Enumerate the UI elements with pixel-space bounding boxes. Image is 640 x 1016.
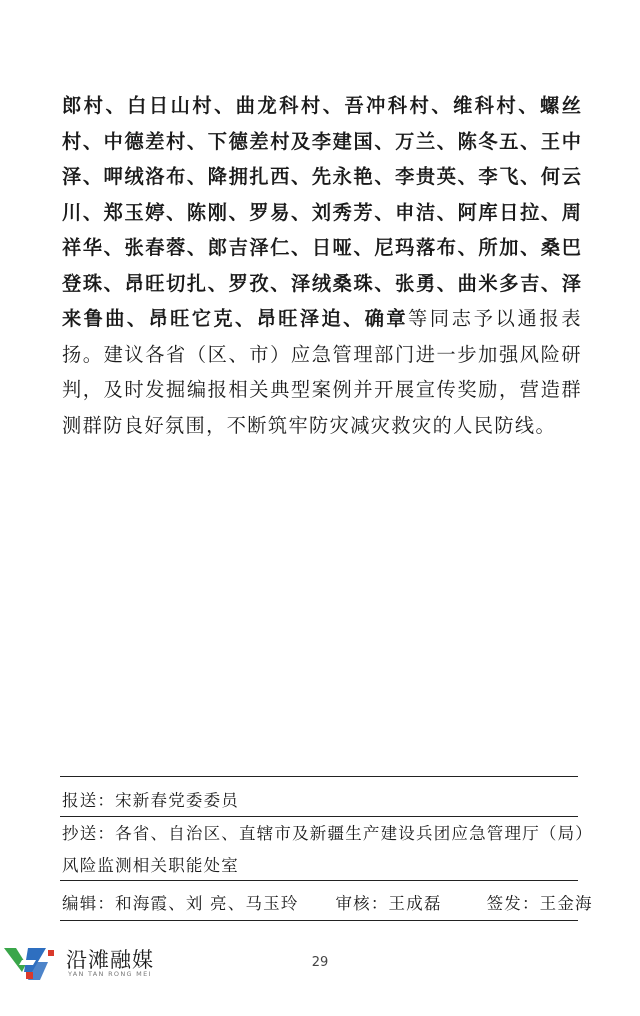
commended-names-text: 郎村、白日山村、曲龙科村、吾冲科村、维科村、螺丝村、中德差村、下德差村及李建国、万兰、陈冬五、王中泽、呷绒洛布、降拥扎西、先永艳、李贵英、李飞、何云川、郑玉婷、陈刚、罗易、刘秀芳、申洁、阿库日拉、周祥华、张春蓉、郎吉泽仁、日哑、尼玛落布、所加、桑巴登珠、昂旺切扎、罗孜、泽绒桑珠、张勇、曲米多吉、泽来鲁曲、昂旺它克、昂旺泽迫、确章 [62,94,582,330]
reviewer-label: 审核：王成磊 [335,894,442,913]
editors-label: 编辑：和海霞、刘 亮、马玉玲 [62,894,299,913]
editors-line [62,890,593,914]
footer-divider-rule-2 [60,880,578,881]
recommendation-text: 等同志予以通报表扬。建议各省（区、市）应急管理部门进一步加强风险研判，及时发掘编报相关典型案例并开展宣传奖励，营造群测群防良好氛围，不断筑牢防灾减灾救灾的人民防线。 [62,307,582,437]
copy-to-line: 抄送：各省、自治区、直辖市及新疆生产建设兵团应急管理厅（局） [62,824,593,843]
watermark-name: 沿滩融媒 [66,948,154,972]
watermark-pinyin: YAN TAN RONG MEI [68,970,152,978]
body-paragraph [62,88,582,443]
copy-to-line-continued: 风险监测相关职能处室 [62,856,239,875]
report-to-line: 报送：宋新春党委委员 [62,791,239,810]
issuer-label: 签发：王金海 [486,894,593,913]
logo-mark-icon [2,942,60,982]
footer-top-rule [60,776,578,777]
footer-divider-rule [60,816,578,817]
page-number: 29 [311,955,329,970]
footer-bottom-rule [60,920,578,921]
watermark-logo [2,942,162,982]
